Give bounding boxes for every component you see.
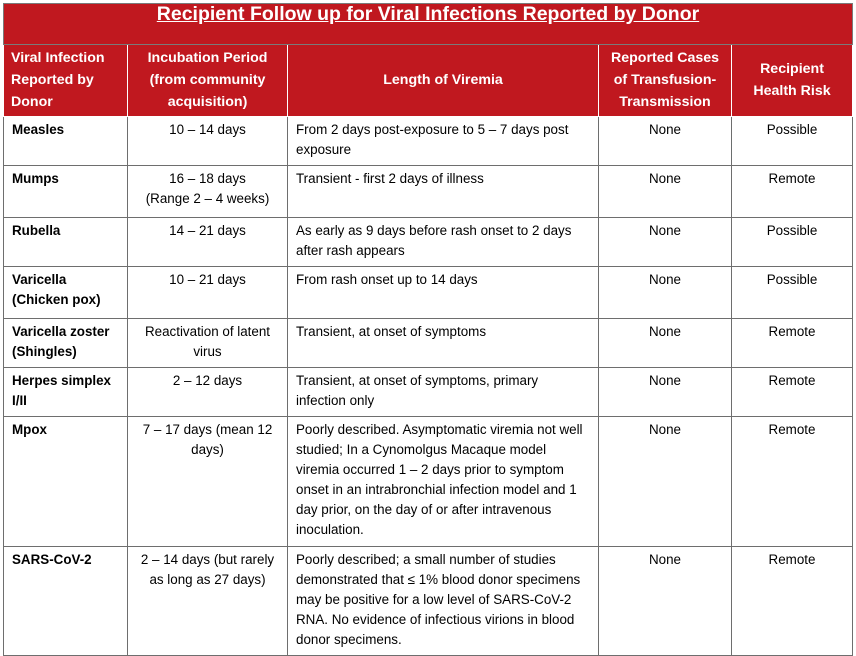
cell-risk: Remote [732,319,853,368]
cell-incubation: 10 – 21 days [128,267,288,319]
table-container [3,3,852,648]
cell-viremia: Poorly described. Asymptomatic viremia not well studied; In a Cynomolgus Macaque model viremia occurred 1 – 2 days prior to symptom onset in an intrabronchial infection model and 1 day prior, on the day of or after intravenous inoculation. [288,417,599,547]
table-row-sars-cov-2 [4,547,853,656]
cell-viremia: Transient, at onset of symptoms, primary infection only [288,368,599,417]
cell-risk: Remote [732,368,853,417]
incubation-note: (Range 2 – 4 weeks) [145,191,270,206]
cell-viremia: Transient - first 2 days of illness [288,166,599,218]
cell-cases: None [599,117,732,166]
cell-incubation: 2 – 12 days [128,368,288,417]
cell-viremia: From 2 days post-exposure to 5 – 7 days post exposure [288,117,599,166]
header-viremia: Length of Viremia [288,45,599,117]
cell-incubation: 14 – 21 days [128,218,288,267]
cell-cases: None [599,267,732,319]
table-row-varicella-zoster [4,319,853,368]
infection-note: (Chicken pox) [12,292,101,307]
cell-incubation: 2 – 14 days (but rarely as long as 27 days) [128,547,288,656]
cell-viremia: From rash onset up to 14 days [288,267,599,319]
table-row-mpox [4,417,853,547]
cell-viremia: As early as 9 days before rash onset to 2 days after rash appears [288,218,599,267]
table-row-varicella [4,267,853,319]
cell-viremia: Poorly described; a small number of studies demonstrated that ≤ 1% blood donor specimens may be positive for a low level of SARS-CoV-2 RNA. No evidence of infectious virions in blood donor specimens. [288,547,599,656]
table-row-mumps [4,166,853,218]
table-row-herpes-simplex [4,368,853,417]
cell-cases: None [599,368,732,417]
cell-infection: Varicella zoster (Shingles) [4,319,128,368]
cell-risk: Remote [732,166,853,218]
table-row-rubella [4,218,853,267]
cell-infection: Rubella [4,218,128,267]
header-incubation: Incubation Period (from community acquisition) [128,45,288,117]
cell-risk: Possible [732,117,853,166]
cell-incubation: Reactivation of latent virus [128,319,288,368]
cell-infection: Mpox [4,417,128,547]
incubation-main: 16 – 18 days [169,171,246,186]
table-title-cell [4,4,853,45]
cell-risk: Remote [732,547,853,656]
viral-infection-table [3,3,853,656]
header-risk: Recipient Health Risk [732,45,853,117]
cell-risk: Remote [732,417,853,547]
cell-infection: Mumps [4,166,128,218]
cell-cases: None [599,166,732,218]
cell-risk: Possible [732,218,853,267]
header-cases: Reported Cases of Transfusion-Transmission [599,45,732,117]
infection-main: Varicella [12,272,67,287]
table-row-measles [4,117,853,166]
header-infection: Viral Infection Reported by Donor [4,45,128,117]
cell-infection: Measles [4,117,128,166]
cell-incubation: 10 – 14 days [128,117,288,166]
table-title: Recipient Follow up for Viral Infections Reported by Donor [156,3,700,25]
cell-cases: None [599,218,732,267]
cell-cases: None [599,319,732,368]
header-row [4,45,853,117]
cell-infection: SARS-CoV-2 [4,547,128,656]
cell-cases: None [599,417,732,547]
cell-viremia: Transient, at onset of symptoms [288,319,599,368]
cell-infection [4,267,128,319]
cell-risk: Possible [732,267,853,319]
cell-cases: None [599,547,732,656]
cell-incubation: 7 – 17 days (mean 12 days) [128,417,288,547]
cell-incubation [128,166,288,218]
cell-infection: Herpes simplex I/II [4,368,128,417]
